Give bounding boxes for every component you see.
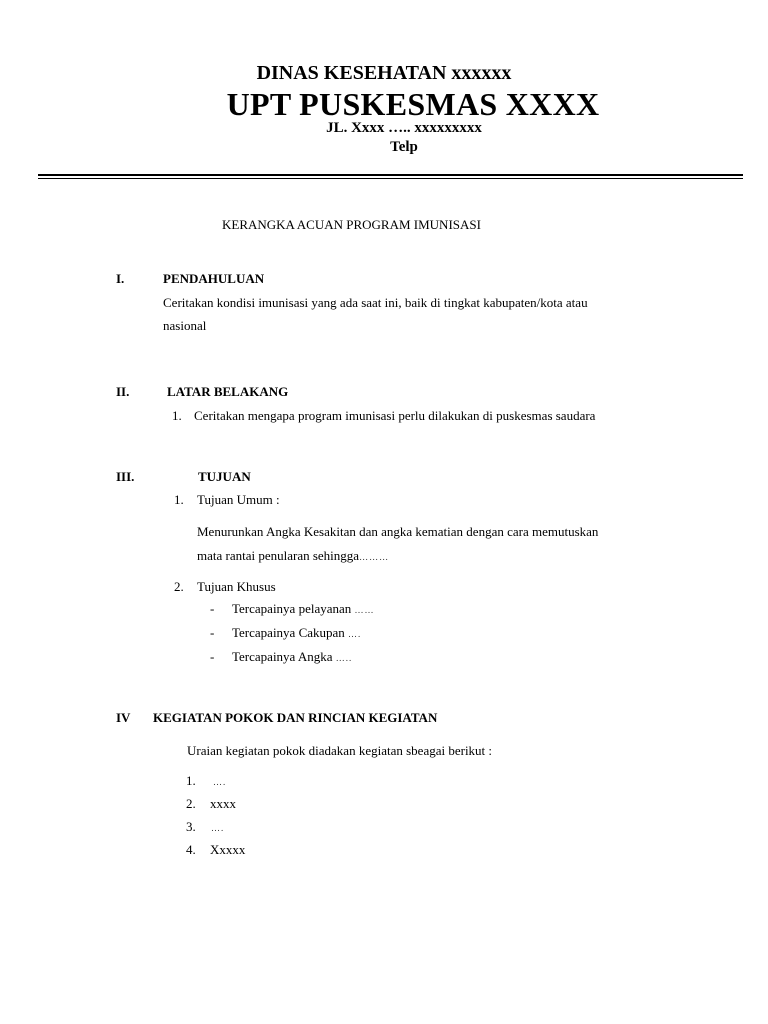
section-text: nasional [163,318,207,333]
section-intro: Uraian kegiatan pokok diadakan kegiatan sbeagai berikut : [187,743,493,758]
dash-marker: - [210,601,215,616]
phone: Telp [390,139,418,155]
section-number: IV [116,710,131,725]
section-title: KEGIATAN POKOK DAN RINCIAN KEGIATAN [153,710,438,725]
list-marker: 1. [186,773,196,788]
list-item-text: Xxxxx [210,842,246,857]
section-number: I. [116,271,125,286]
list-marker: 1. [172,408,182,423]
ellipsis: ……… [359,552,390,562]
list-item-text: xxxx [210,796,236,811]
sub-item-text [232,625,361,641]
objective-text: Menurunkan Angka Kesakitan dan angka kematian dengan cara memutuskan [197,524,599,539]
ellipsis: …. [348,629,362,639]
list-item-text: Ceritakan mengapa program imunisasi perlu dilakukan di puskesmas saudara [194,408,596,423]
list-item-text: …. [211,823,225,833]
list-item-text: Tujuan Umum : [197,492,280,507]
dash-marker: - [210,625,215,640]
section-number: III. [116,469,135,484]
section-title: TUJUAN [198,469,251,484]
letterhead-rule-thick [38,174,743,176]
section-title: LATAR BELAKANG [167,384,289,399]
sub-item-label: Tercapainya Angka [232,649,333,664]
section-title: PENDAHULUAN [163,271,265,286]
address: JL. Xxxx ….. xxxxxxxxx [326,120,482,136]
dash-marker: - [210,649,215,664]
list-item-text: Tujuan Khusus [197,579,276,594]
agency-name: DINAS KESEHATAN xxxxxx [256,62,512,84]
list-marker: 2. [186,796,196,811]
list-item-text: …. [213,777,227,787]
list-marker: 2. [174,579,184,594]
sub-item-text [232,601,375,617]
objective-text-part: mata rantai penularan sehingga [197,548,360,563]
objective-text [197,548,389,564]
list-marker: 3. [186,819,196,834]
sub-item-text [232,649,352,665]
sub-item-label: Tercapainya pelayanan [232,601,352,616]
section-number: II. [116,384,130,399]
sub-item-label: Tercapainya Cakupan [232,625,345,640]
puskesmas-name: UPT PUSKESMAS XXXX [226,86,600,122]
letterhead-rule-thin [38,178,743,179]
list-marker: 1. [174,492,184,507]
ellipsis: …… [354,605,375,615]
section-text: Ceritakan kondisi imunisasi yang ada saat ini, baik di tingkat kabupaten/kota atau [163,295,588,310]
list-marker: 4. [186,842,196,857]
ellipsis: ….. [335,653,353,663]
document-title: KERANGKA ACUAN PROGRAM IMUNISASI [222,217,481,232]
